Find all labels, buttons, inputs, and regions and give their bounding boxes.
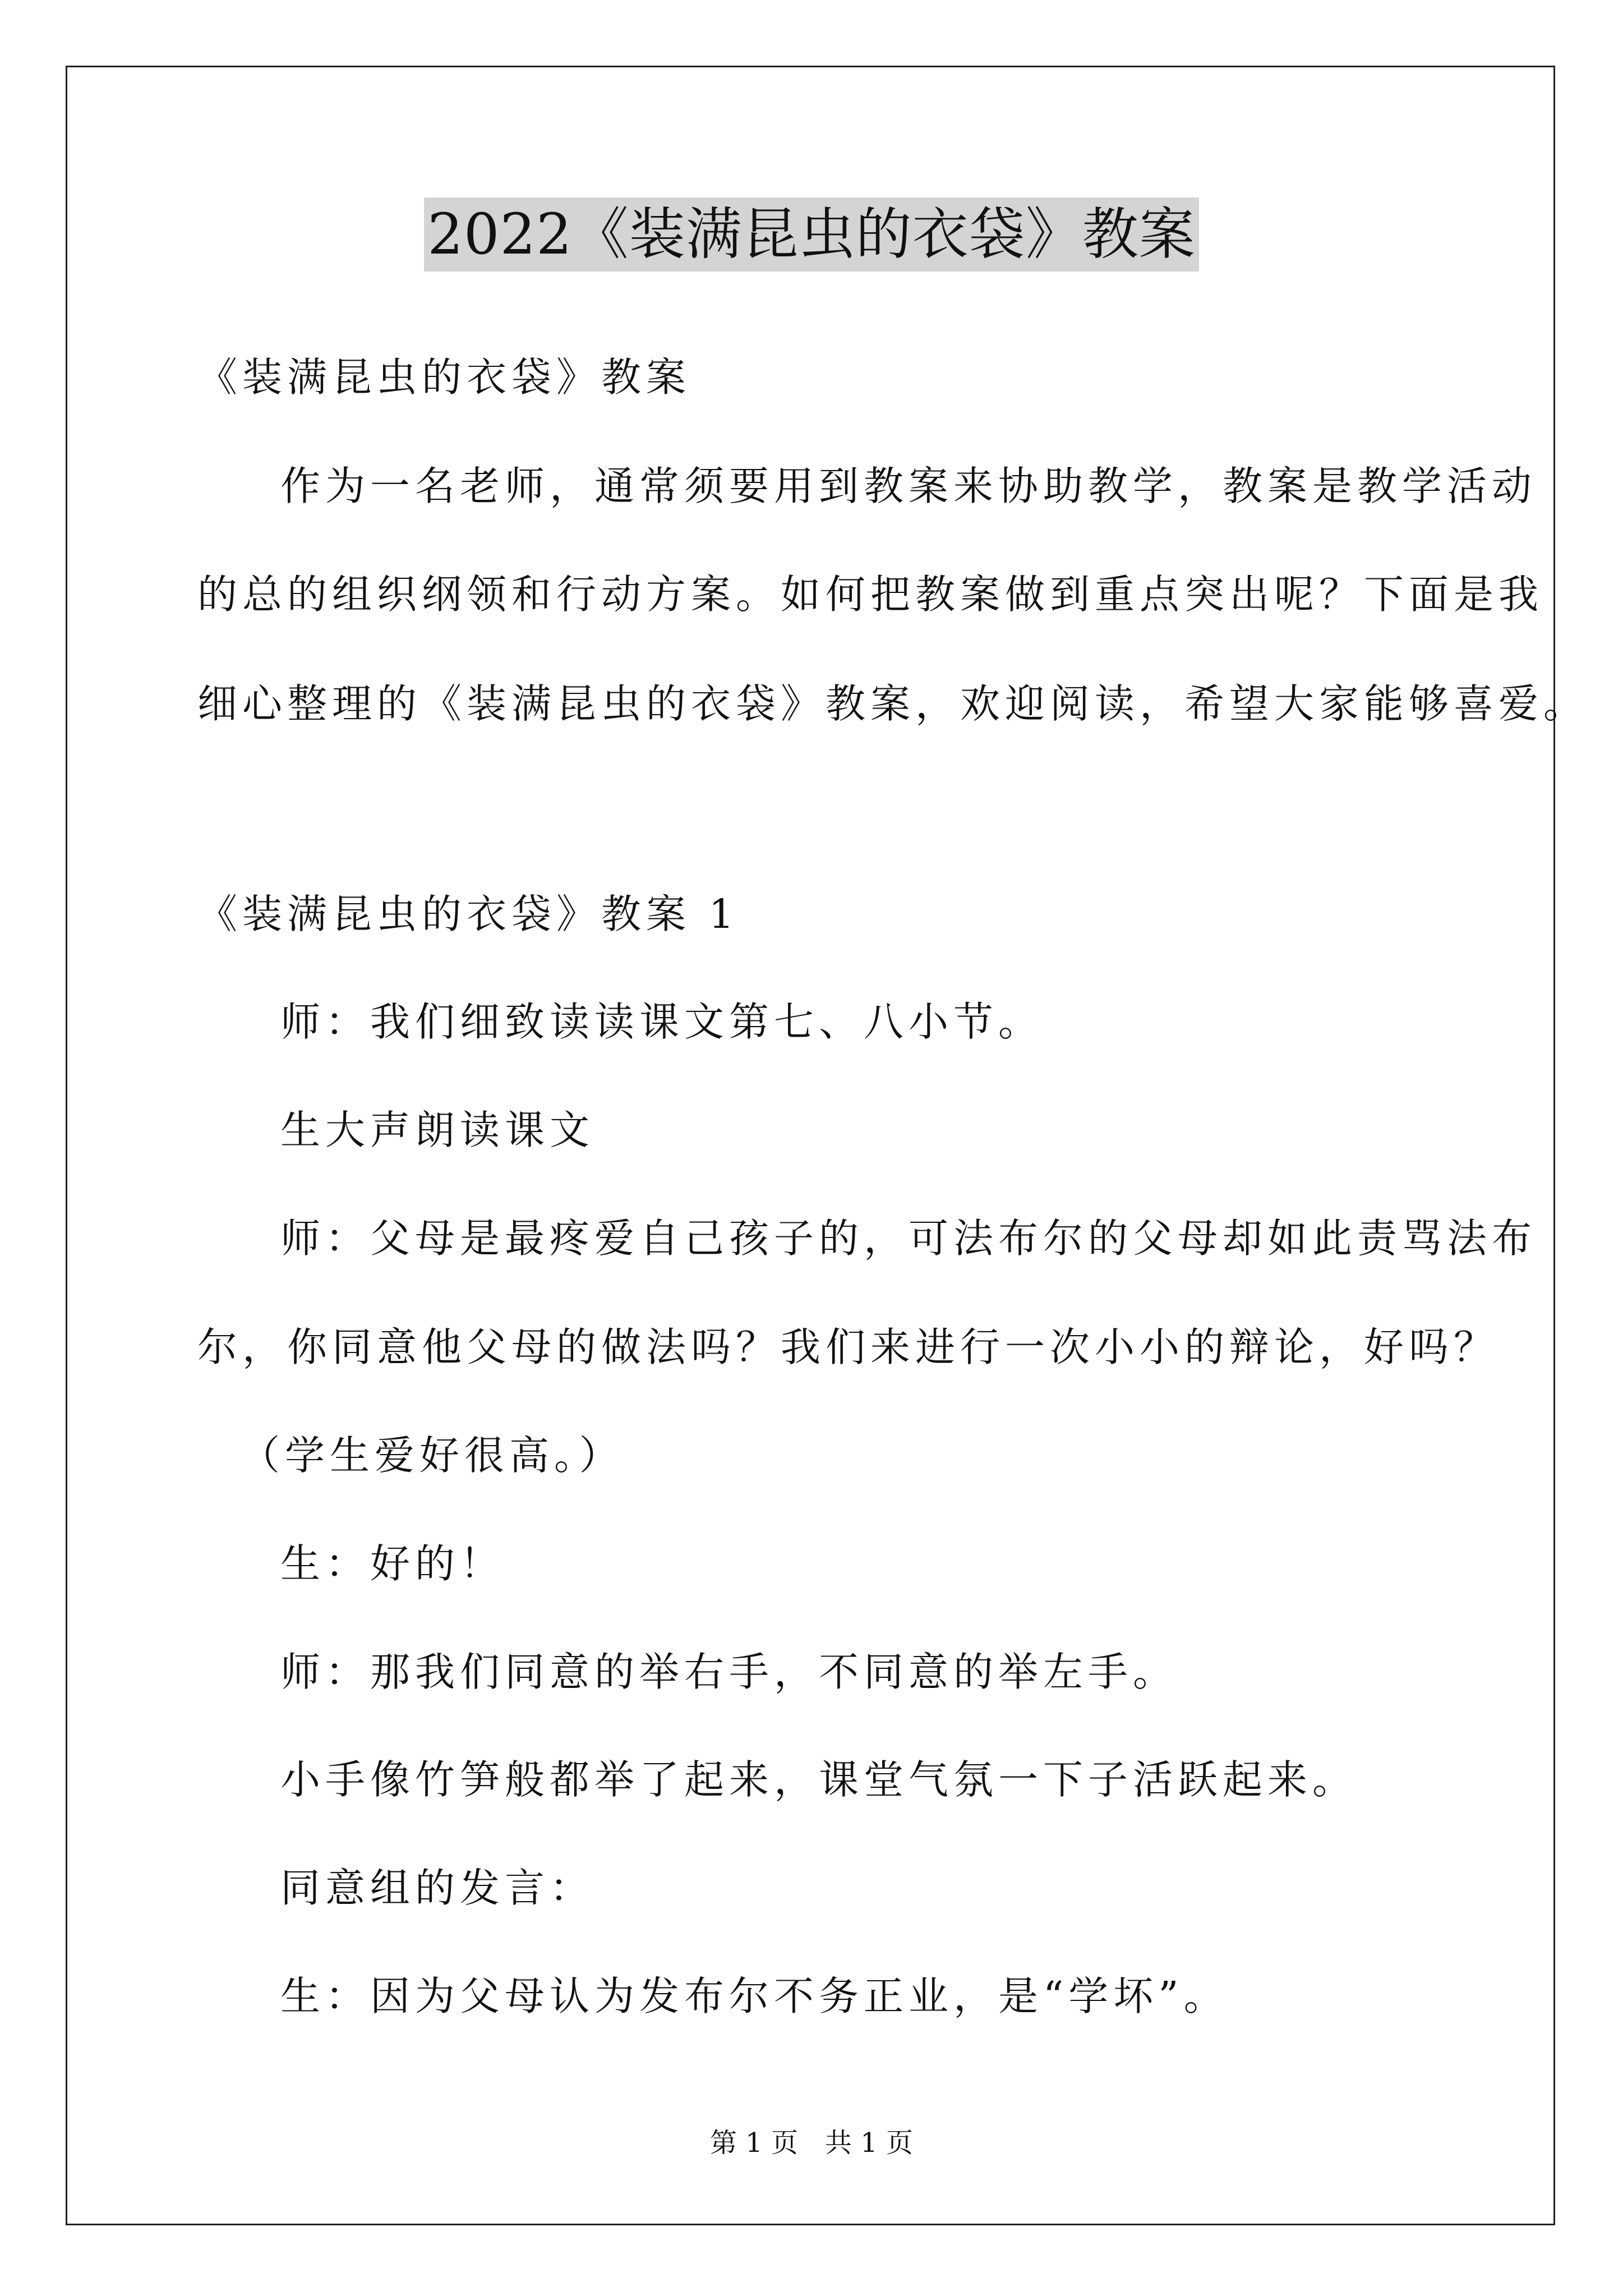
paragraph-line: 作为一名老师，通常须要用到教案来协助教学，教案是教学活动 — [280, 463, 1537, 509]
document-title: 2022《装满昆虫的衣袋》教案 — [424, 197, 1199, 272]
paragraph-line: 小手像竹笋般都举了起来，课堂气氛一下子活跃起来。 — [280, 1756, 1358, 1803]
title-container — [0, 197, 1623, 272]
paragraph-line: 的总的组织纲领和行动方案。如何把教案做到重点突出呢？下面是我 — [197, 571, 1544, 618]
paragraph-line: 生：因为父母认为发布尔不务正业，是“学坏”。 — [280, 1973, 1229, 2019]
paragraph-line: （学生爱好很高。） — [240, 1432, 624, 1479]
paragraph-line: 师：我们细致读读课文第七、八小节。 — [280, 999, 1044, 1045]
page-footer: 第 1 页 共 1 页 — [709, 2127, 914, 2159]
paragraph-line: 生大声朗读课文 — [280, 1107, 595, 1153]
paragraph-line: 尔，你同意他父母的做法吗？我们来进行一次小小的辩论，好吗？ — [197, 1324, 1499, 1370]
paragraph-line: 师：父母是最疼爱自己孩子的，可法布尔的父母却如此责骂法布 — [280, 1215, 1537, 1262]
paragraph-line: 细心整理的《装满昆虫的衣袋》教案，欢迎阅读，希望大家能够喜爱。 — [197, 680, 1589, 727]
paragraph-line: 生：好的！ — [280, 1540, 505, 1587]
paragraph-line: 同意组的发言： — [280, 1865, 595, 1911]
paragraph-line: 师：那我们同意的举右手，不同意的举左手。 — [280, 1649, 1178, 1695]
section-heading: 《装满昆虫的衣袋》教案 1 — [197, 891, 739, 937]
subtitle-line: 《装满昆虫的衣袋》教案 — [197, 354, 691, 401]
